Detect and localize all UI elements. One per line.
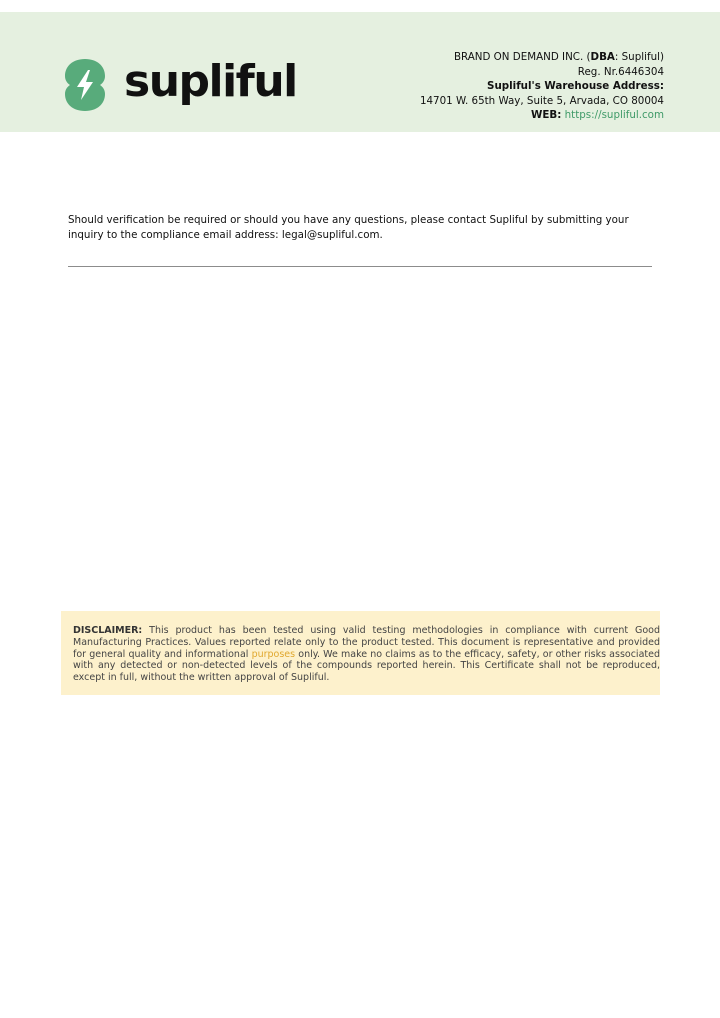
brand-wordmark: supliful xyxy=(124,56,297,107)
contact-statement: Should verification be required or should you have any questions, please contact Supliful by submitting your inquiry to the compliance email address: legal@supliful.com. xyxy=(68,214,629,241)
web-line: WEB: https://supliful.com xyxy=(531,109,664,122)
horizontal-divider xyxy=(68,266,652,267)
warehouse-address: 14701 W. 65th Way, Suite 5, Arvada, CO 80004 xyxy=(419,94,664,107)
website-link[interactable]: https://supliful.com xyxy=(564,109,664,122)
lightning-s-logo-icon xyxy=(64,58,106,112)
disclaimer-box xyxy=(61,611,660,695)
highlighted-word: purposes xyxy=(251,648,296,660)
disclaimer-label: DISCLAIMER: xyxy=(73,625,143,636)
letterhead-header xyxy=(0,12,720,132)
warehouse-label: Supliful's Warehouse Address: xyxy=(487,80,664,93)
disclaimer-text: DISCLAIMER: This product has been tested using valid testing methodologies in compliance with current Good Manufacturing Practices. Values reported relate only to the product tested. This document is representative and provided for general quality and informational purposes only. We make no claims as to the efficacy, safety, or other risks associated with any detected or non-detected levels of the compounds reported herein. This Certificate shall not be reproduced, except in full, without the written approval of Supliful. xyxy=(73,625,660,684)
company-name-line: BRAND ON DEMAND INC. (DBA: Supliful) xyxy=(453,51,664,63)
registration-number: Reg. Nr.6446304 xyxy=(577,65,664,78)
company-info xyxy=(420,50,664,123)
brand-logo xyxy=(64,58,297,112)
